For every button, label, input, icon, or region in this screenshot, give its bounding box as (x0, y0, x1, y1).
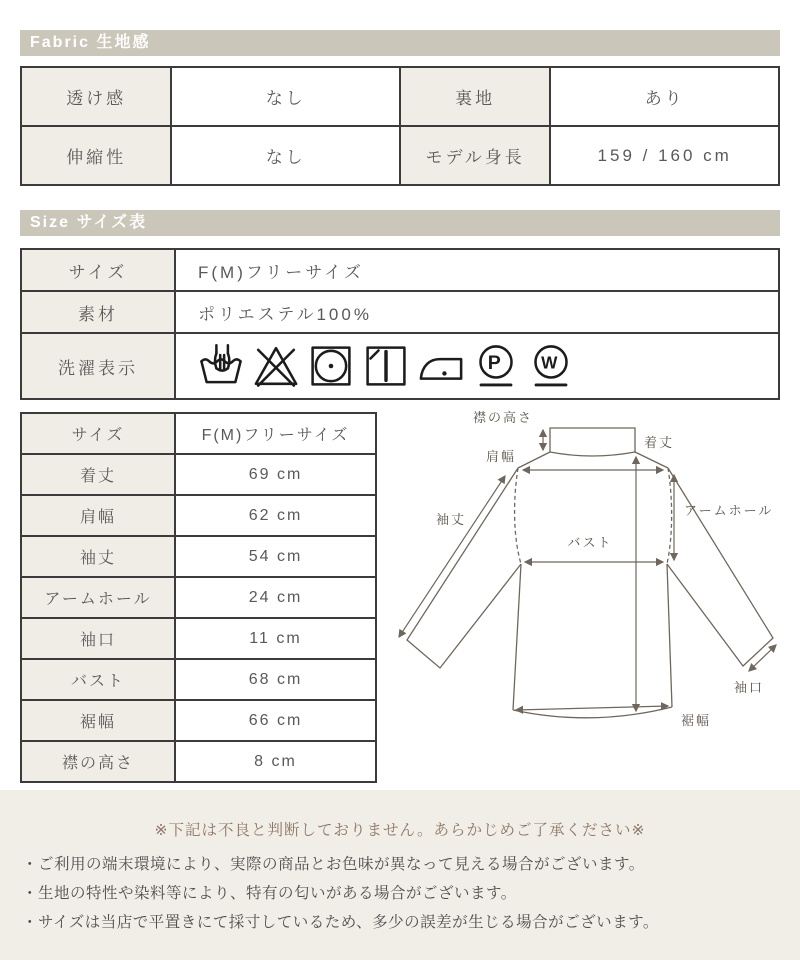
meas-value-sleeve: 54 cm (175, 536, 376, 577)
wet-clean-w-icon (528, 343, 574, 389)
fabric-section-header: Fabric 生地感 (20, 30, 780, 56)
fabric-row (21, 67, 779, 126)
fabric-label-sheerness: 透け感 (21, 67, 171, 126)
care-row (21, 333, 779, 399)
meas-value-cuff: 11 cm (175, 618, 376, 659)
fabric-label-lining: 裏地 (400, 67, 550, 126)
note-item: ・生地の特性や染料等により、特有の匂いがある場合がございます。 (22, 885, 517, 902)
size-value: F(M)フリーサイズ (175, 249, 779, 291)
meas-label-bust: バスト (21, 659, 175, 700)
meas-label-armhole: アームホール (21, 577, 175, 618)
note-item: ・サイズは当店で平置きにて採寸しているため、多少の誤差が生じる場合がございます。 (22, 914, 659, 931)
diagram-label-bust: バスト (567, 535, 613, 550)
fabric-value-sheerness: なし (171, 67, 400, 126)
fabric-label-model-height: モデル身長 (400, 126, 550, 185)
meas-label-collar: 襟の高さ (21, 741, 175, 782)
diagram-label-hem-width: 裾幅 (681, 713, 712, 728)
meas-label-body-length: 着丈 (21, 454, 175, 495)
measurement-row (21, 454, 376, 495)
measurement-table (20, 412, 377, 783)
meas-value-body-length: 69 cm (175, 454, 376, 495)
dry-clean-p-letter: P (487, 351, 505, 374)
wet-clean-w-letter: W (541, 352, 561, 373)
measurement-row (21, 741, 376, 782)
meas-value-hem: 66 cm (175, 700, 376, 741)
fabric-label-stretch: 伸縮性 (21, 126, 171, 185)
diagram-label-collar-height: 襟の高さ (472, 410, 534, 425)
material-label: 素材 (21, 291, 175, 333)
care-label: 洗濯表示 (21, 333, 175, 399)
fabric-value-stretch: なし (171, 126, 400, 185)
diagram-label-cuff: 袖口 (733, 680, 765, 695)
hand-wash-icon (198, 343, 244, 389)
measurement-row (21, 577, 376, 618)
garment-diagram (385, 398, 800, 783)
fabric-table (20, 66, 780, 186)
size-section-header: Size サイズ表 (20, 210, 780, 236)
meas-label-shoulder: 肩幅 (21, 495, 175, 536)
notes-section (0, 790, 800, 960)
line-dry-in-shade-icon (363, 343, 409, 389)
measurement-row (21, 659, 376, 700)
meas-value-bust: 68 cm (175, 659, 376, 700)
meas-label-cuff: 袖口 (21, 618, 175, 659)
note-item: ・ご利用の端末環境により、実際の商品とお色味が異なって見える場合がございます。 (22, 856, 645, 873)
tumble-dry-low-icon (308, 343, 354, 389)
diagram-label-shoulder-width: 肩幅 (485, 449, 517, 464)
fabric-value-lining: あり (550, 67, 779, 126)
measurement-row (21, 700, 376, 741)
meas-size-label: サイズ (21, 413, 175, 454)
dry-clean-p-icon (473, 343, 519, 389)
fabric-value-model-height: 159 / 160 cm (550, 126, 779, 185)
meas-value-shoulder: 62 cm (175, 495, 376, 536)
measurement-row (21, 536, 376, 577)
meas-label-sleeve: 袖丈 (21, 536, 175, 577)
care-symbols (198, 343, 777, 389)
meas-value-armhole: 24 cm (175, 577, 376, 618)
dimension-arrows (399, 430, 776, 711)
notice-text: ※下記は不良と判断しておりません。あらかじめご了承ください※ (154, 822, 646, 839)
diagram-label-body-length: 着丈 (644, 435, 675, 450)
diagram-label-armhole: アームホール (684, 503, 774, 518)
material-value: ポリエステル100% (175, 291, 779, 333)
size-info-row (21, 249, 779, 291)
size-info-row (21, 291, 779, 333)
fabric-row (21, 126, 779, 185)
measurement-header-row (21, 413, 376, 454)
meas-size-value: F(M)フリーサイズ (175, 413, 376, 454)
size-info-table (20, 248, 780, 400)
size-label: サイズ (21, 249, 175, 291)
meas-value-collar: 8 cm (175, 741, 376, 782)
iron-low-icon (418, 343, 464, 389)
notes-list (0, 850, 800, 937)
measurement-row (21, 618, 376, 659)
meas-label-hem: 裾幅 (21, 700, 175, 741)
measurement-row (21, 495, 376, 536)
do-not-bleach-icon (253, 343, 299, 389)
garment-outline (407, 428, 773, 718)
diagram-label-sleeve-length: 袖丈 (435, 512, 467, 527)
